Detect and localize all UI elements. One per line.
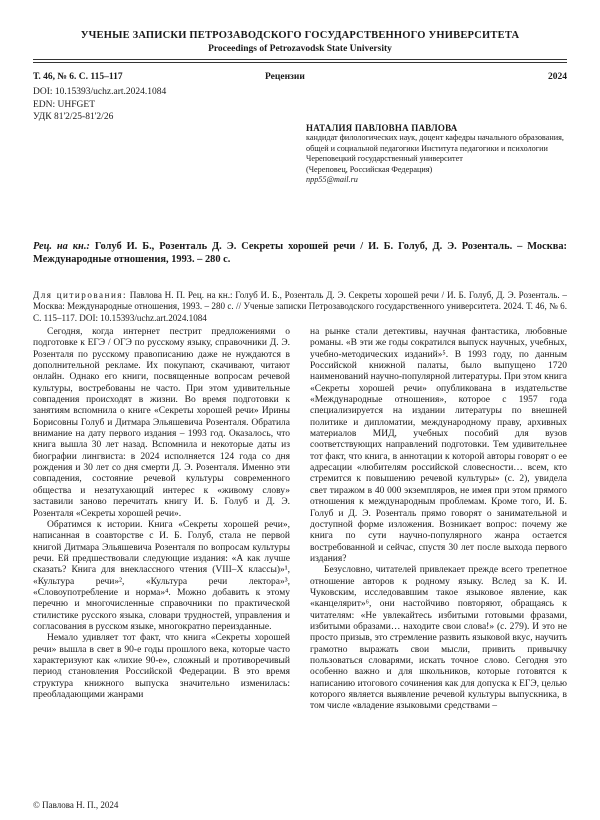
paragraph: на рынке стали детективы, научная фантастика, любовные романы. «В эти же годы сократился выпуск научных, учебных, учебно-методических изданий»⁵. В 1993 году, по данным Российской книжной палаты, было выпущено 1720 наименований научно-популярной литературы. При этом книга «Секреты хорошей речи» опубликована в издательстве «Международные отношения», которое с 1957 года специализируется на издании литературы по внешней политике и дипломатии, международному праву, архивных материалов МИД, учебных пособий для вузов соответствующих направлений подготовки. Тем удивительнее тот факт, что книга, в аннотации к которой авторы говорят о ее адресации «любителям российской словесности… всем, кто стремится к повышению речевой культуры» (с. 2), увидела свет тиражом в 40 000 экземпляров, не имея при этом прямого отношения к международным проблемам. Кроме того, И. Б. Голуб и Д. Э. Розенталь прямо говорят о занимательной и доступной форме изложения. Возникает вопрос: почему же книга по сути научно-популярного жанра остается востребованной и сейчас, спустя 30 лет после выхода первого издания?: [310, 327, 567, 564]
journal-title-en: Proceedings of Petrozavodsk State University: [208, 44, 392, 54]
column-left: [33, 327, 290, 701]
paragraph: Безусловно, читателей привлекает прежде всего трепетное отношение авторов к родному языку. Вслед за К. И. Чуковским, исследовавшим такое языковое явление, как «канцелярит»⁶, они настойчиво повторяют, обращаясь к читателям: «Не увлекайтесь избитыми готовыми фразами, избитыми образами… находите свои слова!» (с. 279). И это не просто призыв, это стремление развить языковой вкус, научить грамотно выражать свои мысли, привить привычку пользоваться словарями, искать точное слово. Сегодня это особенно важно и для школьников, которые готовятся к написанию итогового сочинения как для допуска к ЕГЭ, целью которого является выявление речевой культуры выпускника, в том числе «владение языковыми средствами –: [310, 565, 567, 712]
header-rule-bottom: [33, 62, 567, 63]
doi: DOI: 10.15393/uchz.art.2024.1084: [33, 87, 167, 97]
citation-text: Павлова Н. П. Рец. на кн.: Голуб И. Б., Розенталь Д. Э. Секреты хорошей речи / И. Б. Голуб, Д. Э. Розенталь. – Москва: Международные отношения, 1993. – 280 с. // Ученые записки Петрозаводского государственного университета. 2024. Т. 46, № 6. С. 115–117. DOI: 10.15393/uchz.art.2024.1084: [33, 290, 567, 323]
citation: [33, 290, 567, 324]
section-name: Рецензии: [265, 72, 305, 82]
udk: УДК 81'2/25-81'2/26: [33, 112, 114, 122]
author-location: (Череповец, Российская Федерация): [306, 164, 433, 174]
year: 2024: [548, 72, 567, 82]
copyright: © Павлова Н. П., 2024: [33, 800, 119, 810]
volume-info: Т. 46, № 6. С. 115–117: [33, 72, 123, 82]
review-prefix: Рец. на кн.:: [33, 241, 90, 252]
author-email: npp55@mail.ru: [306, 175, 358, 185]
header-rule-top: [33, 59, 567, 60]
identifiers: [33, 86, 166, 124]
review-text: Голуб И. Б., Розенталь Д. Э. Секреты хорошей речи / И. Б. Голуб, Д. Э. Розенталь. – Москва: Международные отношения, 1993. – 280 с.: [33, 241, 567, 265]
citation-label: Для цитирования:: [33, 290, 128, 300]
author-affiliation: кандидат филологических наук, доцент кафедры начального образования, общей и социальной педагогики Института педагогики и психологии: [306, 133, 564, 153]
author-university: Череповецкий государственный университет: [306, 154, 463, 164]
paragraph: Немало удивляет тот факт, что книга «Секреты хорошей речи» вышла в свет в 90-е годы прошлого века, которые часто характеризуют как «лихие 90-е», сложный и противоречивый период становления Российской Федерации. В это время структура книжного выпуска значительно изменилась: преобладающими жанрами: [33, 633, 290, 700]
journal-title: УЧЕНЫЕ ЗАПИСКИ ПЕТРОЗАВОДСКОГО ГОСУДАРСТВЕННОГО УНИВЕРСИТЕТА: [80, 30, 520, 41]
review-title: [33, 240, 567, 266]
column-right: [310, 327, 567, 713]
author-name: НАТАЛИЯ ПАВЛОВНА ПАВЛОВА: [306, 123, 458, 133]
author-block: [306, 123, 568, 185]
edn: EDN: UHFGET: [33, 99, 96, 110]
paragraph: Обратимся к истории. Книга «Секреты хорошей речи», написанная в соавторстве с И. Б. Голуб, стала не первой книгой Дитмара Эльяшевича Розенталя по вопросам культуры речи. Ей предшествовали следующие издания: «А как лучше сказать? Книга для внеклассного чтения (VIII–X классы)»¹, «Культура речи»², «Культура речи лектора»³, «Словоупотребление и норма»⁴. Можно добавить к этому перечню и многочисленные справочники по практической стилистике русского языка, словари трудностей, управления и согласования в русском языке, многократно переизданные.: [33, 519, 290, 632]
paragraph: Сегодня, когда интернет пестрит предложениями о подготовке к ЕГЭ / ОГЭ по русскому языку, справочники Д. Э. Розенталя по русскому правописанию даже не нуждаются в дополнительной рекламе. Их покупают, скачивают, читают онлайн. Однако его книги, посвященные вопросам речевой культуры, востребованы не часто. При этом удивительные совпадения происходят в жизни. Во время подготовки к занятиям вспомнила о книге «Секреты хорошей речи» Ирины Борисовны Голуб и Дитмара Эльяшевича Розенталя. Обратила внимание на дату первого издания – 1993 год. Оказалось, что книга вышла 30 лет назад. Вспомнила и некоторые даты из биографии лингвиста: в 2024 исполняется 124 года со дня рождения и 30 лет со дня смерти Д. Э. Розенталя. Именно эти совпадения, состояние речевой культуры современного общества и незатухающий интерес к «живому слову» заставили заново перечитать книгу И. Б. Голуб и Д. Э. Розенталя «Секреты хорошей речи».: [33, 327, 290, 519]
